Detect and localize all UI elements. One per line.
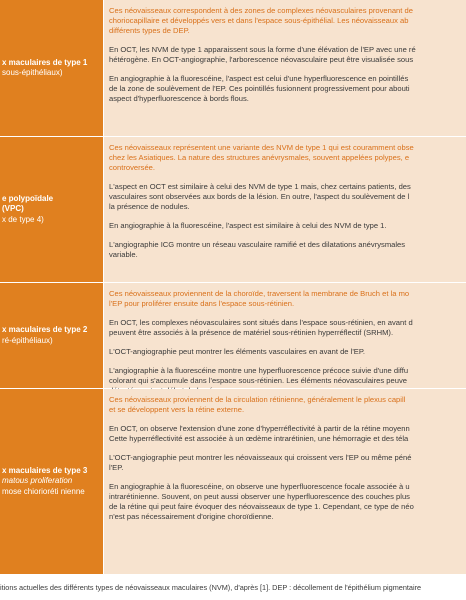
intro-text: Ces néovaisseaux proviennent de la choroïde, traversent la membrane de Bruch et la mo l'EP pour proliférer ensuite dans l'espace sous-rétinien. <box>109 289 410 308</box>
intro-text: Ces néovaisseaux représentent une variante des NVM de type 1 qui est couramment obse chez les Asiatiques. La nature des structures anévrysmales, souvent appelées polypes, e controversée. <box>109 143 414 172</box>
row-label <box>0 389 104 574</box>
row-label <box>0 0 104 136</box>
paragraph: L'aspect en OCT est similaire à celui des NVM de type 1 mais, chez certains patients, des vasculaires sont observées aux bords de la lésion. En outre, l'aspect du soulèvement de l la présence de nodules. <box>109 182 411 211</box>
paragraph: En OCT, les complexes néovasculaires sont situés dans l'espace sous-rétinien, en avant d peuvent être associés à la présence de matériel sous-rétinien hyperréflectif (SRHM). <box>109 318 413 337</box>
row-content <box>104 389 466 574</box>
row-subtitle-2: mose chiorioréti nienne <box>2 486 85 496</box>
intro-text: Ces néovaisseaux correspondent à des zones de complexes néovasculaires provenant de choriocapillaire et développés vers et dans l'espace sous-épithélial. Les néovaisseaux ab différents types de DEP. <box>109 6 413 35</box>
paragraph: En angiographie à la fluorescéine, on observe une hyperfluorescence focale associée à u intrarétinienne. Souvent, on peut aussi observer une hyperfluorescence des couches plus de la rétine qui peut faire évoquer des néovaisseaux de type 1. Cependant, ce type de néo n'est pas nécessairement d'origine choroïdienne. <box>109 482 414 521</box>
row-subtitle: x de type 4) <box>2 214 44 224</box>
paragraph: En OCT, les NVM de type 1 apparaissent sous la forme d'une élévation de l'EP avec une ré hétérogène. En OCT-angiographie, l'arborescence néovasculaire peut être visualisée sous <box>109 45 416 64</box>
table-row-type2 <box>0 283 466 389</box>
paragraph: L'angiographie à la fluorescéine montre une hyperfluorescence précoce suivie d'une diffu colorant qui s'accumule dans l'espace sous-rétinien. Les éléments néovasculaires peuve <box>109 366 409 385</box>
paragraph: En angiographie à la fluorescéine, l'aspect est celui d'une hyperfluorescence en pointillés de la zone de soulèvement de l'EP. Ces pointillés fusionnent progressivement pour abouti aspect d'hyperfluorescence à bords flous. <box>109 74 410 103</box>
paragraph: En OCT, on observe l'extension d'une zone d'hyperréflectivité à partir de la rétine moyenn Cette hyperréflectivité est associée à un œdème intrarétinien, une hémorragie et des téla <box>109 424 410 443</box>
row-subtitle: sous-épithéliaux) <box>2 68 63 77</box>
row-content <box>104 137 466 282</box>
intro-text: Ces néovaisseaux proviennent de la circulation rétinienne, généralement le plexus capill et se développent vers la rétine externe. <box>109 395 406 414</box>
paragraph: L'angiographie ICG montre un réseau vasculaire ramifié et des dilatations anévrysmales variable. <box>109 240 406 259</box>
table-row-type3 <box>0 389 466 575</box>
row-title: e polypoïdale <box>2 193 54 203</box>
table-row-vpc <box>0 137 466 283</box>
table-caption: itions actuelles des différents types de néovaisseaux maculaires (NVM), d'après [1]. DEP : décollement de l'épithélium pigmentaire <box>0 583 422 592</box>
row-label <box>0 137 104 282</box>
row-title: x maculaires de type 3 <box>2 465 88 475</box>
paragraph: L'OCT-angiographie peut montrer les néovaisseaux qui croissent vers l'EP ou même péné l'EP. <box>109 453 412 472</box>
paragraph: L'OCT-angiographie peut montrer les éléments vasculaires en avant de l'EP. <box>109 347 366 356</box>
row-content <box>104 283 466 388</box>
row-content <box>104 0 466 136</box>
row-subtitle: matous proliferation <box>2 476 73 486</box>
row-label <box>0 283 104 388</box>
row-subtitle: ré-épithéliaux) <box>2 335 53 345</box>
table-row-type1 <box>0 0 466 137</box>
row-title-2: (VPC) <box>2 204 24 214</box>
row-title: x maculaires de type 2 <box>2 325 88 334</box>
paragraph: En angiographie à la fluorescéine, l'aspect est similaire à celui des NVM de type 1. <box>109 221 387 230</box>
row-title: x maculaires de type 1 <box>2 57 88 67</box>
